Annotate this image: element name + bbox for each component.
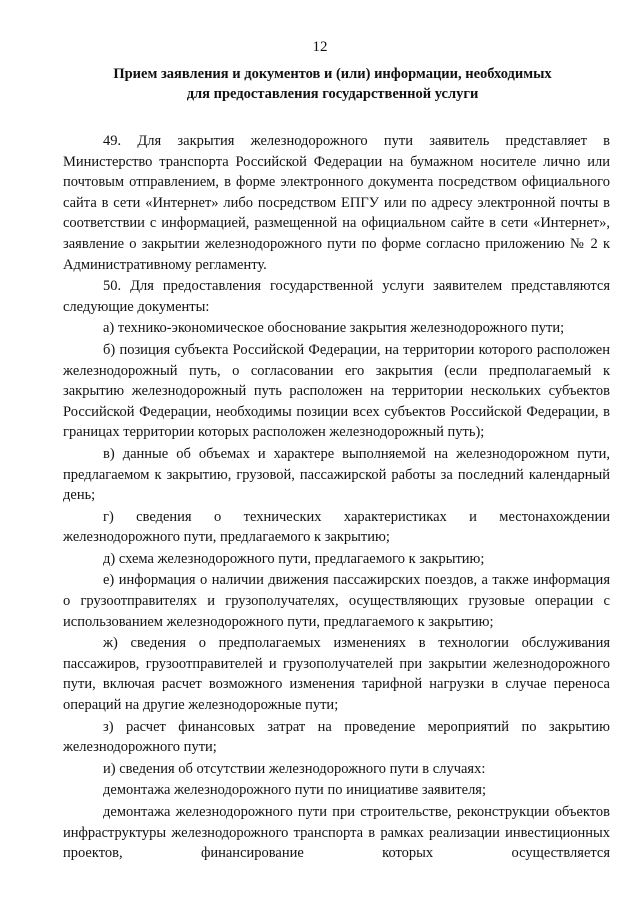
paragraph-50: 50. Для предоставления государственной услуги заявителем представляются следующие документы:	[63, 278, 610, 315]
section-title	[55, 64, 610, 104]
paragraph-49: 49. Для закрытия железнодорожного пути заявитель представляет в Министерство транспорта Российской Федерации на бумажном носителе лично или почтовым отправлением, в форме электронного документа посредством официального сайта в сети «Интернет» либо посредством ЕПГУ или по адресу электронной почты в соответствии с информацией, размещенной на официальном сайте в сети «Интернет», заявление о закрытии железнодорожного пути по форме согласно приложению № 2 к Административному регламенту.	[63, 133, 610, 273]
list-item-e: е) информация о наличии движения пассажирских поездов, а также информация о грузоотправителях и грузополучателях, осуществляющих грузовые операции с использованием железнодорожного пути, предлагаемого к закрытию;	[63, 572, 610, 630]
list-item-z: з) расчет финансовых затрат на проведение мероприятий по закрытию железнодорожного пути;	[63, 718, 610, 756]
section-title-line-2: для предоставления государственной услуги	[186, 86, 479, 102]
list-item-i: и) сведения об отсутствии железнодорожного пути в случаях:	[103, 760, 486, 777]
list-item-i-case-1: демонтажа железнодорожного пути по инициативе заявителя;	[103, 782, 487, 799]
list-item-b: б) позиция субъекта Российской Федерации, на территории которого расположен железнодорожный путь, о согласовании его закрытия (если предполагаемый к закрытию железнодорожный путь расположен на территории нескольких субъектов Российской Федерации, необходимы позиции всех субъектов Российской Федерации, в границах территории которых расположен железнодорожный путь);	[63, 341, 610, 441]
list-item-a: а) технико-экономическое обоснование закрытия железнодорожного пути;	[103, 320, 565, 337]
list-item-g: г) сведения о технических характеристиках и местонахождении железнодорожного пути, предлагаемого к закрытию;	[63, 508, 610, 546]
document-body	[63, 131, 610, 864]
list-item-v: в) данные об объемах и характере выполняемой на железнодорожном пути, предлагаемом к закрытию, грузовой, пассажирской работы за последний календарный день;	[63, 445, 610, 504]
page-number: 12	[312, 39, 328, 55]
list-item-d: д) схема железнодорожного пути, предлагаемого к закрытию;	[103, 550, 485, 567]
section-title-line-1: Прием заявления и документов и (или) информации, необходимых	[113, 66, 552, 82]
list-item-i-case-2: демонтажа железнодорожного пути при строительстве, реконструкции объектов инфраструктуры железнодорожного транспорта в рамках реализации инвестиционных проектов, финансирование которых осуществляется	[63, 804, 610, 862]
list-item-zh: ж) сведения о предполагаемых изменениях в технологии обслуживания пассажиров, грузоотправителей и грузополучателей при закрытии железнодорожного пути, включая расчет возможного изменения тарифной нагрузки в случае переноса операций на другие железнодорожные пути;	[63, 635, 610, 714]
